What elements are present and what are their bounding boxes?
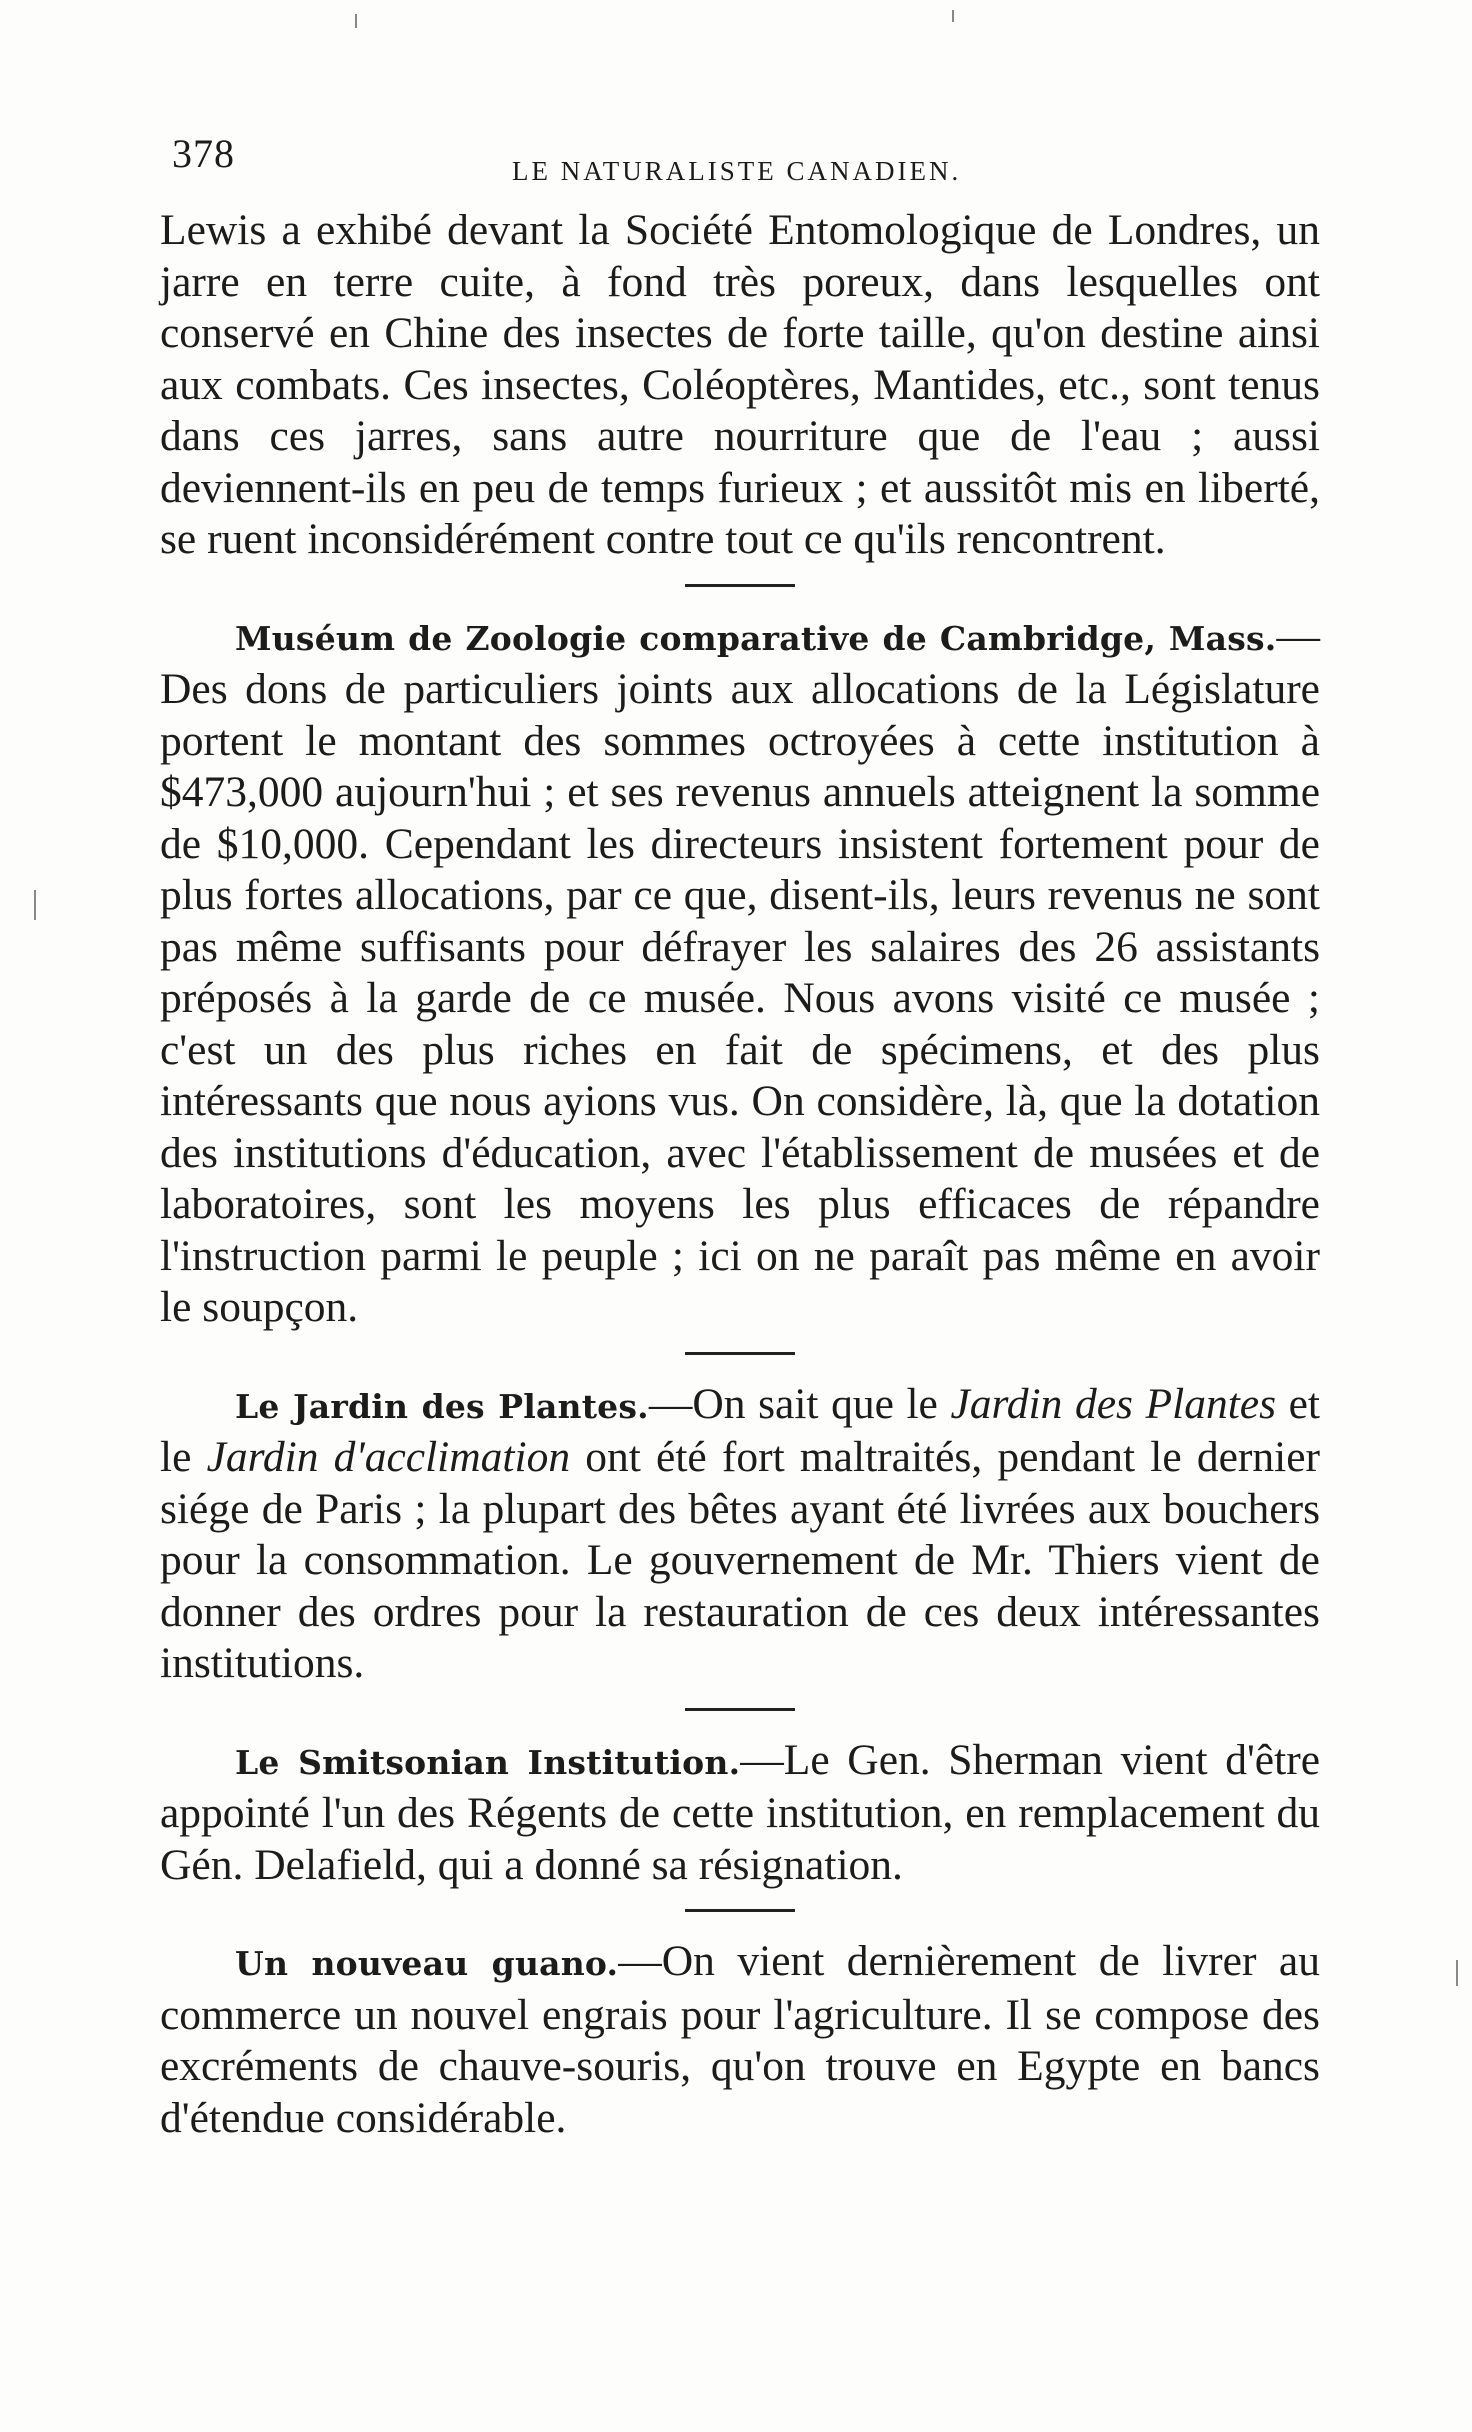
section-rule xyxy=(685,584,795,587)
page-number: 378 xyxy=(172,131,235,176)
page-header xyxy=(172,130,1322,190)
paragraph-guano xyxy=(160,1936,1320,2144)
text-jardin-rest: ont été fort maltraités, pendant le dernier siége de Paris ; la plupart des bêtes ayant été livrées aux bouchers pour la consommation. Le gouvernement de Mr. Thiers vient de donner des ordres pour la restauration de ces deux intéressantes institutions. xyxy=(160,1433,1320,1687)
scan-mark-left xyxy=(34,890,36,920)
paragraph-jars: Lewis a exhibé devant la Société Entomologique de Londres, un jarre en terre cuite, à fond très poreux, dans lesquelles ont conservé en Chine des insectes de forte taille, qu'on destine ainsi aux combats. Ces insectes, Coléoptères, Mantides, etc., sont tenus dans ces jarres, sans autre nourriture que de l'eau ; aussi deviennent-ils en peu de temps furieux ; et aussitôt mis en liberté, se ruent inconsidérément contre tout ce qu'ils rencontrent. xyxy=(160,206,1320,563)
text-guano: On vient dernièrement de livrer au commerce un nouvel engrais pour l'agriculture. Il se compose des excréments de chauve-souris, qu'on trouve en Egypte en bancs d'étendue considérable. xyxy=(160,1937,1320,2142)
heading-smithsonian: Le Smitsonian Institution. xyxy=(235,1742,741,1782)
scan-mark-top-right xyxy=(952,10,954,22)
section-rule xyxy=(685,1708,795,1711)
paragraph-smithsonian xyxy=(160,1735,1320,1892)
text-cambridge: Des dons de particuliers joints aux allocations de la Législature portent le montant des sommes octroyées à cette institution à $473,000 aujourn'hui ; et ses revenus annuels atteignent la somme de $10,000. Cependant les directeurs insistent fortement pour de plus fortes allocations, par ce que, disent-ils, leurs revenus ne sont pas même suffisants pour défrayer les salaires des 26 assistants préposés à la garde de ce musée. Nous avons visité ce musée ; c'est un des plus riches en fait de spécimens, et des plus intéressants que nous ayions vus. On considère, là, que la dotation des institutions d'éducation, avec l'établissement de musées et de laboratoires, sont les moyens les plus efficaces de répandre l'instruction parmi le peuple ; ici on ne paraît pas même en avoir le soupçon. xyxy=(160,665,1320,1331)
section-rule xyxy=(685,1909,795,1912)
scan-mark-right xyxy=(1456,1960,1458,1986)
dash: — xyxy=(618,1937,662,1985)
running-head: LE NATURALISTE CANADIEN. xyxy=(512,156,962,186)
dash: — xyxy=(740,1735,784,1784)
dash: — xyxy=(1276,611,1320,660)
heading-cambridge: Muséum de Zoologie comparative de Cambridge, Mass. xyxy=(235,618,1277,658)
text-jardin-italic-2: Jardin d'acclimation xyxy=(206,1433,571,1481)
dash: — xyxy=(648,1379,693,1428)
text-jardin-italic-1: Jardin des Plantes xyxy=(950,1379,1277,1428)
paragraph-cambridge xyxy=(160,611,1320,1334)
heading-jardin: Le Jardin des Plantes. xyxy=(235,1386,649,1426)
text-jardin-mid: et le xyxy=(160,1379,1320,1481)
text-smithsonian: Le Gen. Sherman vient d'être appointé l'un des Régents de cette institution, en remplacement du Gén. Delafield, qui a donné sa résignation. xyxy=(160,1735,1320,1889)
section-rule xyxy=(685,1352,795,1355)
heading-guano: Un nouveau guano. xyxy=(235,1944,619,1983)
text-jardin-lead: On sait que le xyxy=(692,1379,951,1428)
paragraph-jardin xyxy=(160,1379,1320,1690)
page-body xyxy=(160,205,1320,2144)
scan-mark-top xyxy=(355,14,357,28)
